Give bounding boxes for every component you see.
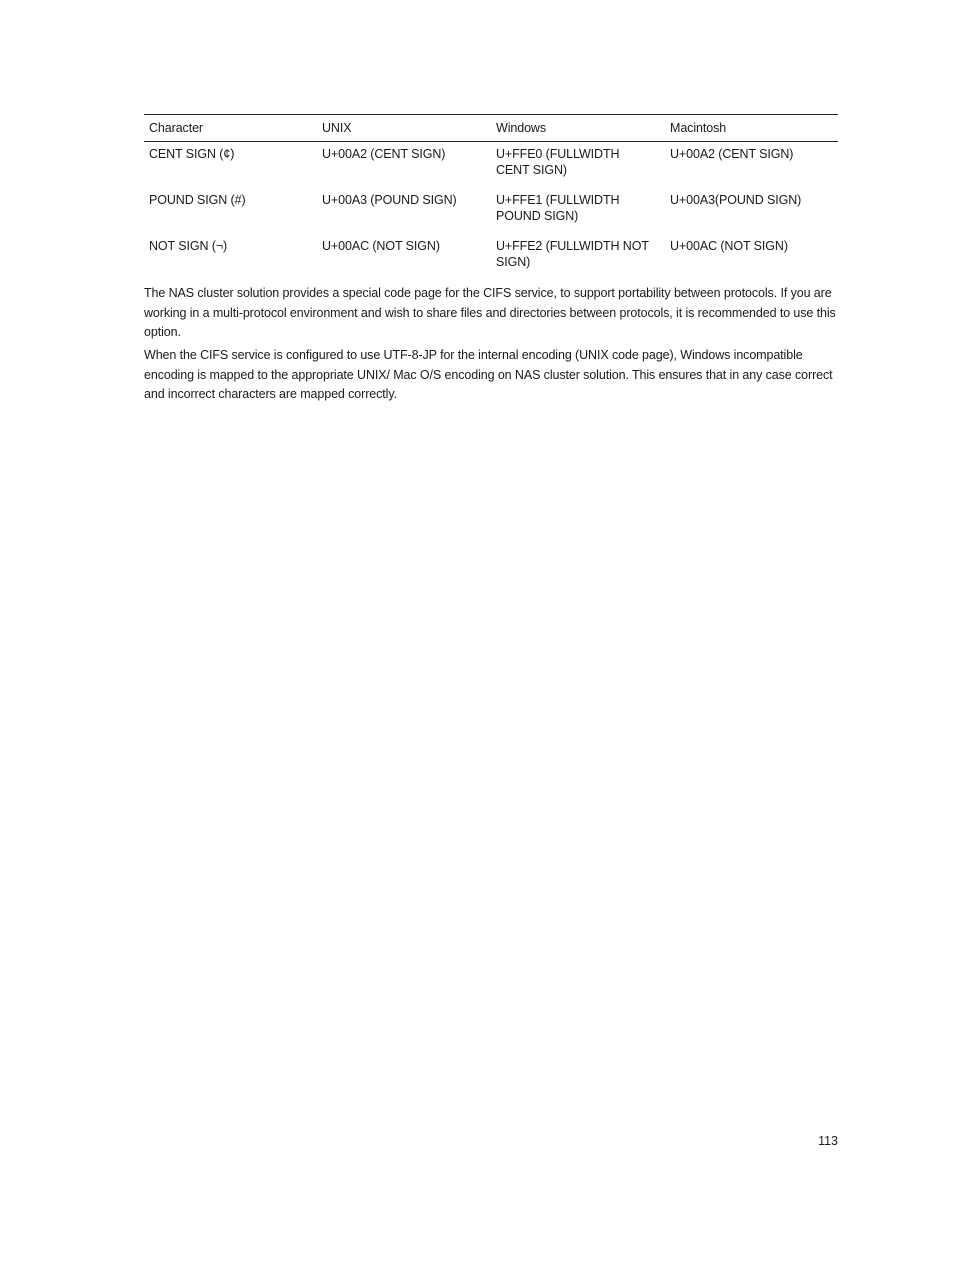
cell-macintosh: U+00A2 (CENT SIGN) [670,147,794,161]
cell-macintosh: U+00AC (NOT SIGN) [670,239,788,253]
cell-macintosh: U+00A3(POUND SIGN) [670,193,802,207]
header-character: Character [149,121,203,135]
header-unix: UNIX [322,121,352,135]
table-header-row [144,115,838,142]
encoding-table-container [144,114,838,280]
cell-windows: U+FFE1 (FULLWIDTH POUND SIGN) [496,193,620,223]
cell-unix: U+00AC (NOT SIGN) [322,239,440,253]
page-number: 113 [818,1134,838,1148]
cell-unix: U+00A3 (POUND SIGN) [322,193,457,207]
paragraph-utf8-jp: When the CIFS service is configured to use UTF-8-JP for the internal encoding (UNIX code page), Windows incompatible encoding is mapped to the appropriate UNIX/ Mac O/S encoding on NAS cluster solution. This ensures that in any case correct and incorrect characters are mapped correctly. [144,348,833,401]
header-windows: Windows [496,121,547,135]
cell-character: NOT SIGN (¬) [149,239,228,253]
cell-unix: U+00A2 (CENT SIGN) [322,147,446,161]
encoding-table [144,114,838,280]
cell-windows: U+FFE2 (FULLWIDTH NOT SIGN) [496,239,649,269]
table-row [144,142,838,189]
table-header [144,115,838,142]
table-row [144,234,838,280]
header-macintosh: Macintosh [670,121,727,135]
table-body [144,142,838,281]
cell-windows: U+FFE0 (FULLWIDTH CENT SIGN) [496,147,620,177]
table-row [144,188,838,234]
cell-character: POUND SIGN (#) [149,193,246,207]
paragraph-code-page: The NAS cluster solution provides a special code page for the CIFS service, to support portability between protocols. If you are working in a multi-protocol environment and wish to share files and directories between protocols, it is recommended to use this option. [144,286,836,339]
cell-character: CENT SIGN (¢) [149,147,235,161]
